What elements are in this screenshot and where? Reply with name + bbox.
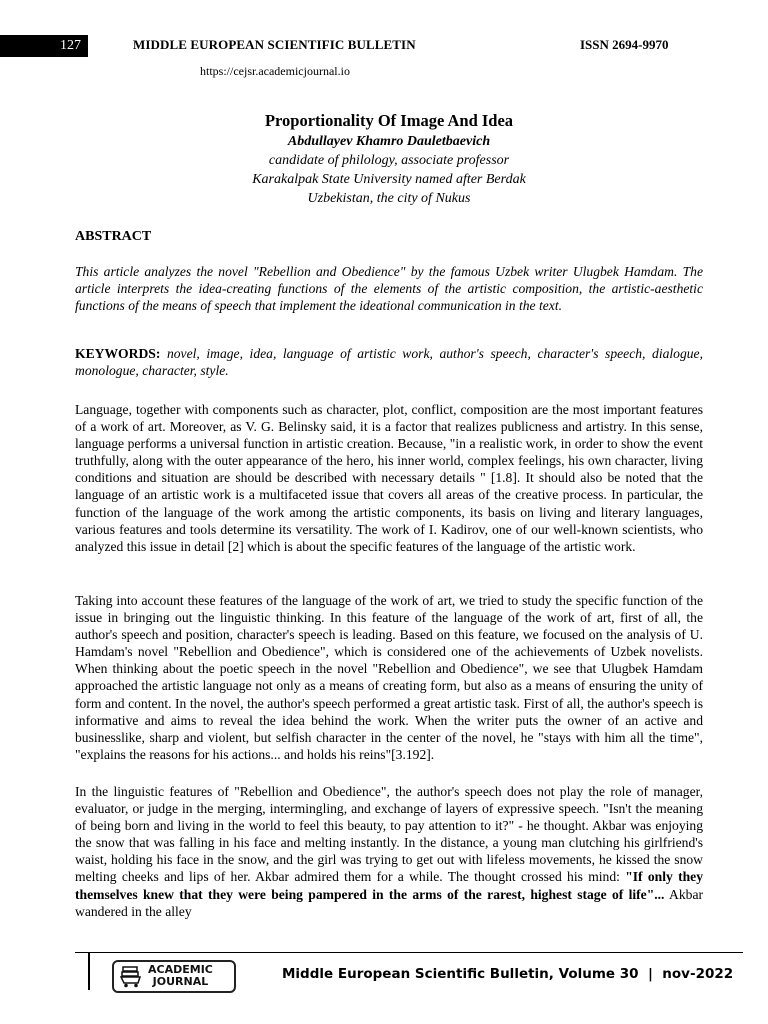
- article-title: Proportionality Of Image And Idea: [264, 111, 514, 130]
- journal-name: MIDDLE EUROPEAN SCIENTIFIC BULLETIN: [133, 37, 416, 52]
- abstract-text: This article analyzes the novel "Rebellion and Obedience" by the famous Uzbek writer Ulugbek Hamdam. The article interprets the idea-creating functions of the elements of the artistic composition, the artistic-aesthetic functions of the means of speech that implement the ideational communication in the text.: [75, 264, 703, 314]
- author-name: Abdullayev Khamro Dauletbaevich: [287, 134, 491, 149]
- author-position: candidate of philology, associate professor: [268, 153, 510, 168]
- paragraph-3-bold-quote: "If only they themselves knew that they were being pampered in the arms of the rarest, highest stage of life"...: [75, 869, 703, 902]
- page-number: 127: [60, 38, 81, 53]
- footer-tick: [88, 952, 90, 990]
- keywords-list: novel, image, idea, language of artistic work, author's speech, character's speech, dialogue, monologue, character, style.: [75, 346, 703, 379]
- logo-line-2: JOURNAL: [152, 975, 209, 988]
- book-cart-icon: [120, 966, 144, 988]
- title-block: [0, 110, 768, 208]
- footer-divider: [75, 952, 743, 953]
- keywords-label: KEYWORDS:: [75, 346, 161, 361]
- journal-url[interactable]: https://cejsr.academicjournal.io: [200, 64, 350, 78]
- author-location: Uzbekistan, the city of Nukus: [307, 191, 471, 206]
- issn: ISSN 2694-9970: [580, 37, 669, 52]
- paragraph-3-text: In the linguistic features of "Rebellion and Obedience", the author's speech does not play the role of manager, evaluator, or judge in the merging, intermingling, and exchange of layers of expressive speech. "Isn't the meaning of being born and living in the world to feel this beauty, to pay attention to it?" - he thought. Akbar was enjoying the snow that was falling in his face and melting instantly. In the distance, a young man clutching his girlfriend's waist, holding his face in the snow, and the girl was trying to get out with lifeless movements, he kissed the snow melting cheeks and lips of her. Akbar admired them for a while. The thought crossed his mind:: [75, 784, 703, 885]
- academic-journal-logo: [112, 960, 236, 993]
- logo-line-1: ACADEMIC: [148, 963, 213, 976]
- footer-bulletin-info: Middle European Scientific Bulletin, Volume 30 | nov-2022: [282, 966, 734, 982]
- logo-text: [148, 964, 213, 988]
- paragraph-3-end: Akbar wandered in the alley: [75, 886, 704, 919]
- body-paragraph-2: Taking into account these features of the language of the work of art, we tried to study the specific function of the issue in bringing out the linguistic thinking. In this feature of the language of the work of art, first of all, the author's speech and position, character's speech is leading. Based on this feature, we focused on the analysis of U. Hamdam's novel "Rebellion and Obedience", which is considered one of the achievements of Uzbek novelists. When thinking about the poetic speech in the novel "Rebellion and Obedience", we see that Ulugbek Hamdam approached the artistic language not only as a means of creating form, but also as a means of ensuring the unity of form and content. In the novel, the author's speech performed a great artistic task. First of all, the author's speech is informative and aims to reveal the idea behind the work. When the writer puts the owner of an active and businesslike, sharp and violent, but selfish character in the center of the novel, he "stays with him all the time", "explains the reasons for his actions... and holds his reins"[3.192].: [75, 593, 703, 762]
- body-paragraph-3: [75, 783, 703, 920]
- abstract-heading: ABSTRACT: [75, 229, 152, 244]
- keywords: [75, 345, 703, 379]
- body-paragraph-1: Language, together with components such as character, plot, conflict, composition are the most important features of a work of art. Moreover, as V. G. Belinsky said, it is a factor that realizes publicness and artistry. In this sense, language performs a universal function in artistic creation. Because, "in a realistic work, in order to show the event truthfully, along with the outer appearance of the hero, his inner world, complex feelings, his own character, living conditions and situation are should be described with necessary details " [1.8]. It should also be noted that the language of an artistic work is a multifaceted issue that covers all areas of the creative process. In particular, the function of the language of the work among the artistic components, its basis on living and literary languages, various features and tools determine its versatility. The work of I. Kadirov, one of our well-known scientists, who analyzed this issue in detail [2] which is about the specific features of the language of the artistic work.: [75, 402, 703, 554]
- author-university: Karakalpak State University named after Berdak: [252, 172, 526, 187]
